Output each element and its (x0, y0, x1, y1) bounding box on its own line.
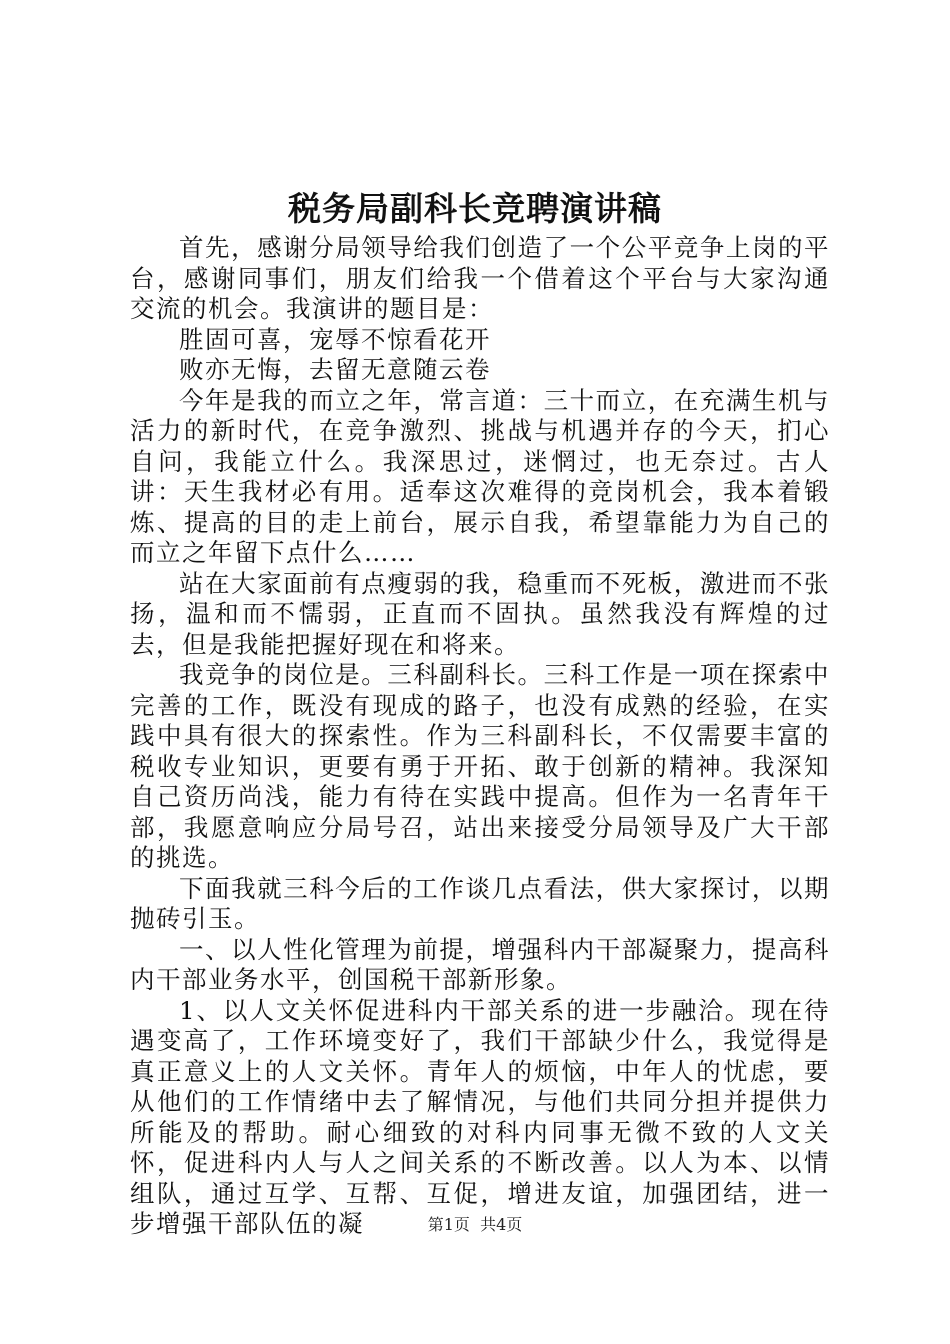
paragraph-position: 我竞争的岗位是。三科副科长。三科工作是一项在探索中完善的工作，既没有现成的路子，也没有成熟的经验，在实践中具有很大的探索性。作为三科副科长，不仅需要丰富的税收专业知识，更要有勇于开拓、敢于创新的精神。我深知自己资历尚浅，能力有待在实践中提高。但作为一名青年干部，我愿意响应分局号召，站出来接受分局领导及广大干部的挑选。 (130, 660, 830, 872)
paragraph-self: 站在大家面前有点瘦弱的我，稳重而不死板，激进而不张扬，温和而不懦弱，正直而不固执。虽然我没有辉煌的过去，但是我能把握好现在和将来。 (130, 568, 830, 659)
paragraph-intro: 首先，感谢分局领导给我们创造了一个公平竞争上岗的平台，感谢同事们，朋友们给我一个借着这个平台与大家沟通交流的机会。我演讲的题目是： (130, 233, 830, 323)
paragraph-views: 下面我就三科今后的工作谈几点看法，供大家探讨，以期抛砖引玉。 (130, 873, 830, 933)
page-footer (0, 1214, 950, 1236)
page-number: 第1页 (427, 1215, 470, 1234)
document-body (130, 233, 830, 1240)
page-total: 共4页 (480, 1215, 523, 1234)
paragraph-age: 今年是我的而立之年，常言道：三十而立，在充满生机与活力的新时代，在竞争激烈、挑战与机遇并存的今天，扪心自问，我能立什么。我深思过，迷惘过，也无奈过。古人讲：天生我材必有用。适奉这次难得的竞岗机会，我本着锻炼、提高的目的走上前台，展示自我，希望靠能力为自己的而立之年留下点什么…… (130, 385, 830, 567)
verse-line-2: 败亦无悔，去留无意随云卷 (179, 355, 491, 384)
verse-line-1: 胜固可喜，宠辱不惊看花开 (179, 324, 491, 354)
paragraph-item-one: 1、以人文关怀促进科内干部关系的进一步融洽。现在待遇变高了，工作环境变好了，我们干部缺少什么，我觉得是真正意义上的人文关怀。青年人的烦恼，中年人的忧虑，要从他们的工作情绪中去了解情况，与他们共同分担并提供力所能及的帮助。耐心细致的对科内同事无微不致的人文关怀，促进科内人与人之间关系的不断改善。以人为本、以情组队，通过互学、互帮、互促，增进友谊，加强团结，进一步增强干部队伍的凝 (130, 995, 830, 1238)
document-title: 税务局副科长竞聘演讲稿 (288, 189, 662, 228)
paragraph-section-one: 一、以人性化管理为前提，增强科内干部凝聚力，提高科内干部业务水平，创国税干部新形象。 (130, 934, 830, 994)
